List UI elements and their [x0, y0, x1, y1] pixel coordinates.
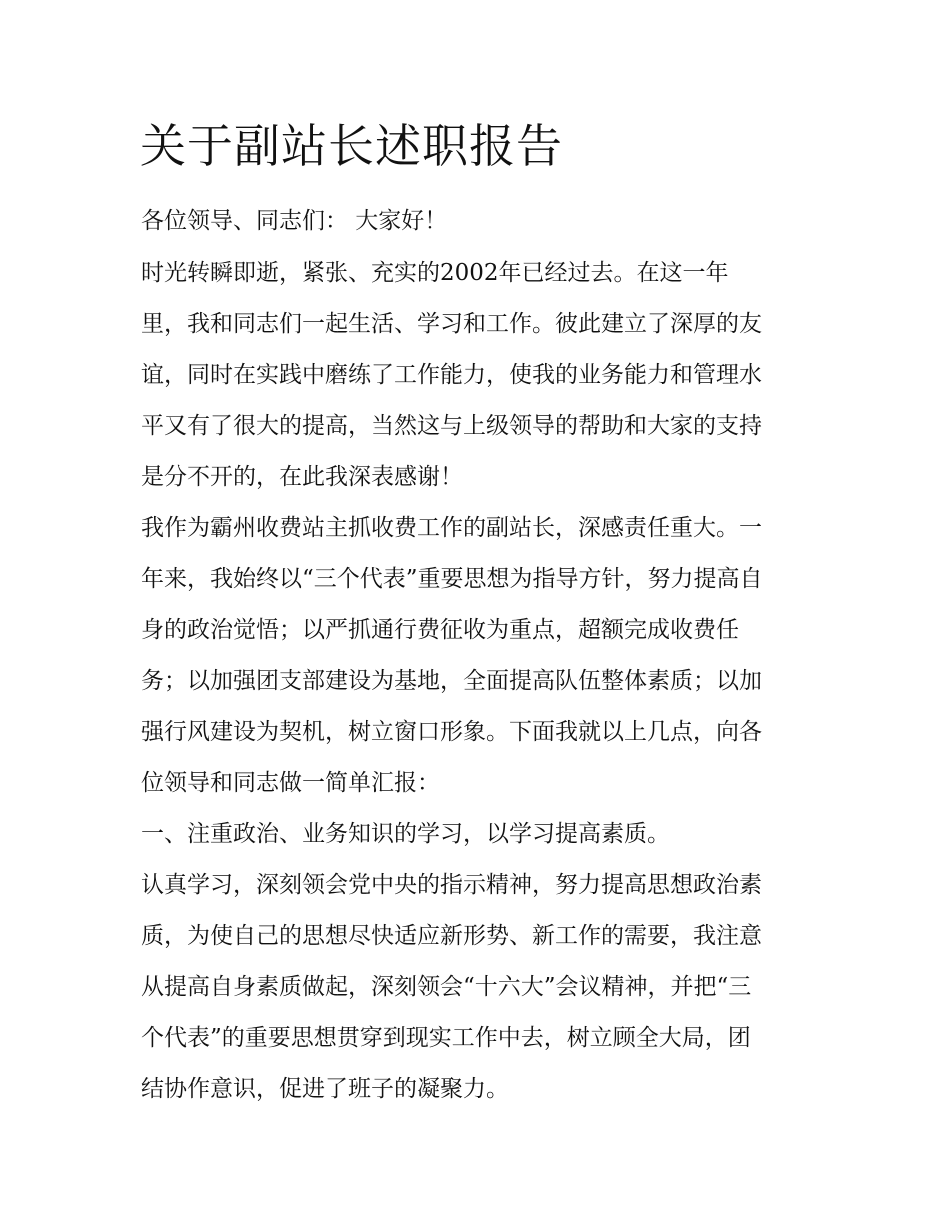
- text-line-7: 我作为霸州收费站主抓收费工作的副站长，深感责任重大。一: [141, 515, 762, 541]
- text-line-18: 结协作意识，促进了班子的凝聚力。: [141, 1076, 509, 1102]
- text-line-3: 里，我和同志们一起生活、学习和工作。彼此建立了深厚的友: [141, 311, 762, 337]
- document-title: 关于副站长述职报告: [140, 119, 563, 173]
- text-line-15: 质，为使自己的思想尽快适应新形势、新工作的需要，我注意: [141, 923, 762, 949]
- text-line-10: 务；以加强团支部建设为基地，全面提高队伍整体素质；以加: [141, 668, 762, 694]
- text-line-4: 谊，同时在实践中磨练了工作能力，使我的业务能力和管理水: [141, 362, 762, 388]
- text-line-2: 时光转瞬即逝，紧张、充实的2002年已经过去。在这一年: [141, 260, 729, 286]
- text-line-11: 强行风建设为契机，树立窗口形象。下面我就以上几点，向各: [141, 719, 762, 745]
- text-line-1: 各位领导、同志们： 大家好！: [141, 208, 448, 234]
- text-line-16: 从提高自身素质做起，深刻领会“十六大”会议精神，并把“三: [141, 974, 752, 1000]
- text-line-6: 是分不开的，在此我深表感谢！: [141, 464, 463, 490]
- text-line-17: 个代表”的重要思想贯穿到现实工作中去，树立顾全大局，团: [141, 1025, 751, 1051]
- text-line-12: 位领导和同志做一简单汇报：: [141, 770, 440, 796]
- text-line-5: 平又有了很大的提高，当然这与上级领导的帮助和大家的支持: [141, 413, 762, 439]
- text-line-8: 年来，我始终以“三个代表”重要思想为指导方针，努力提高自: [141, 566, 763, 592]
- text-line-14: 认真学习，深刻领会党中央的指示精神，努力提高思想政治素: [141, 872, 762, 898]
- text-line-9: 身的政治觉悟；以严抓通行费征收为重点，超额完成收费任: [141, 617, 739, 643]
- section-heading: 一、注重政治、业务知识的学习，以学习提高素质。: [141, 821, 670, 847]
